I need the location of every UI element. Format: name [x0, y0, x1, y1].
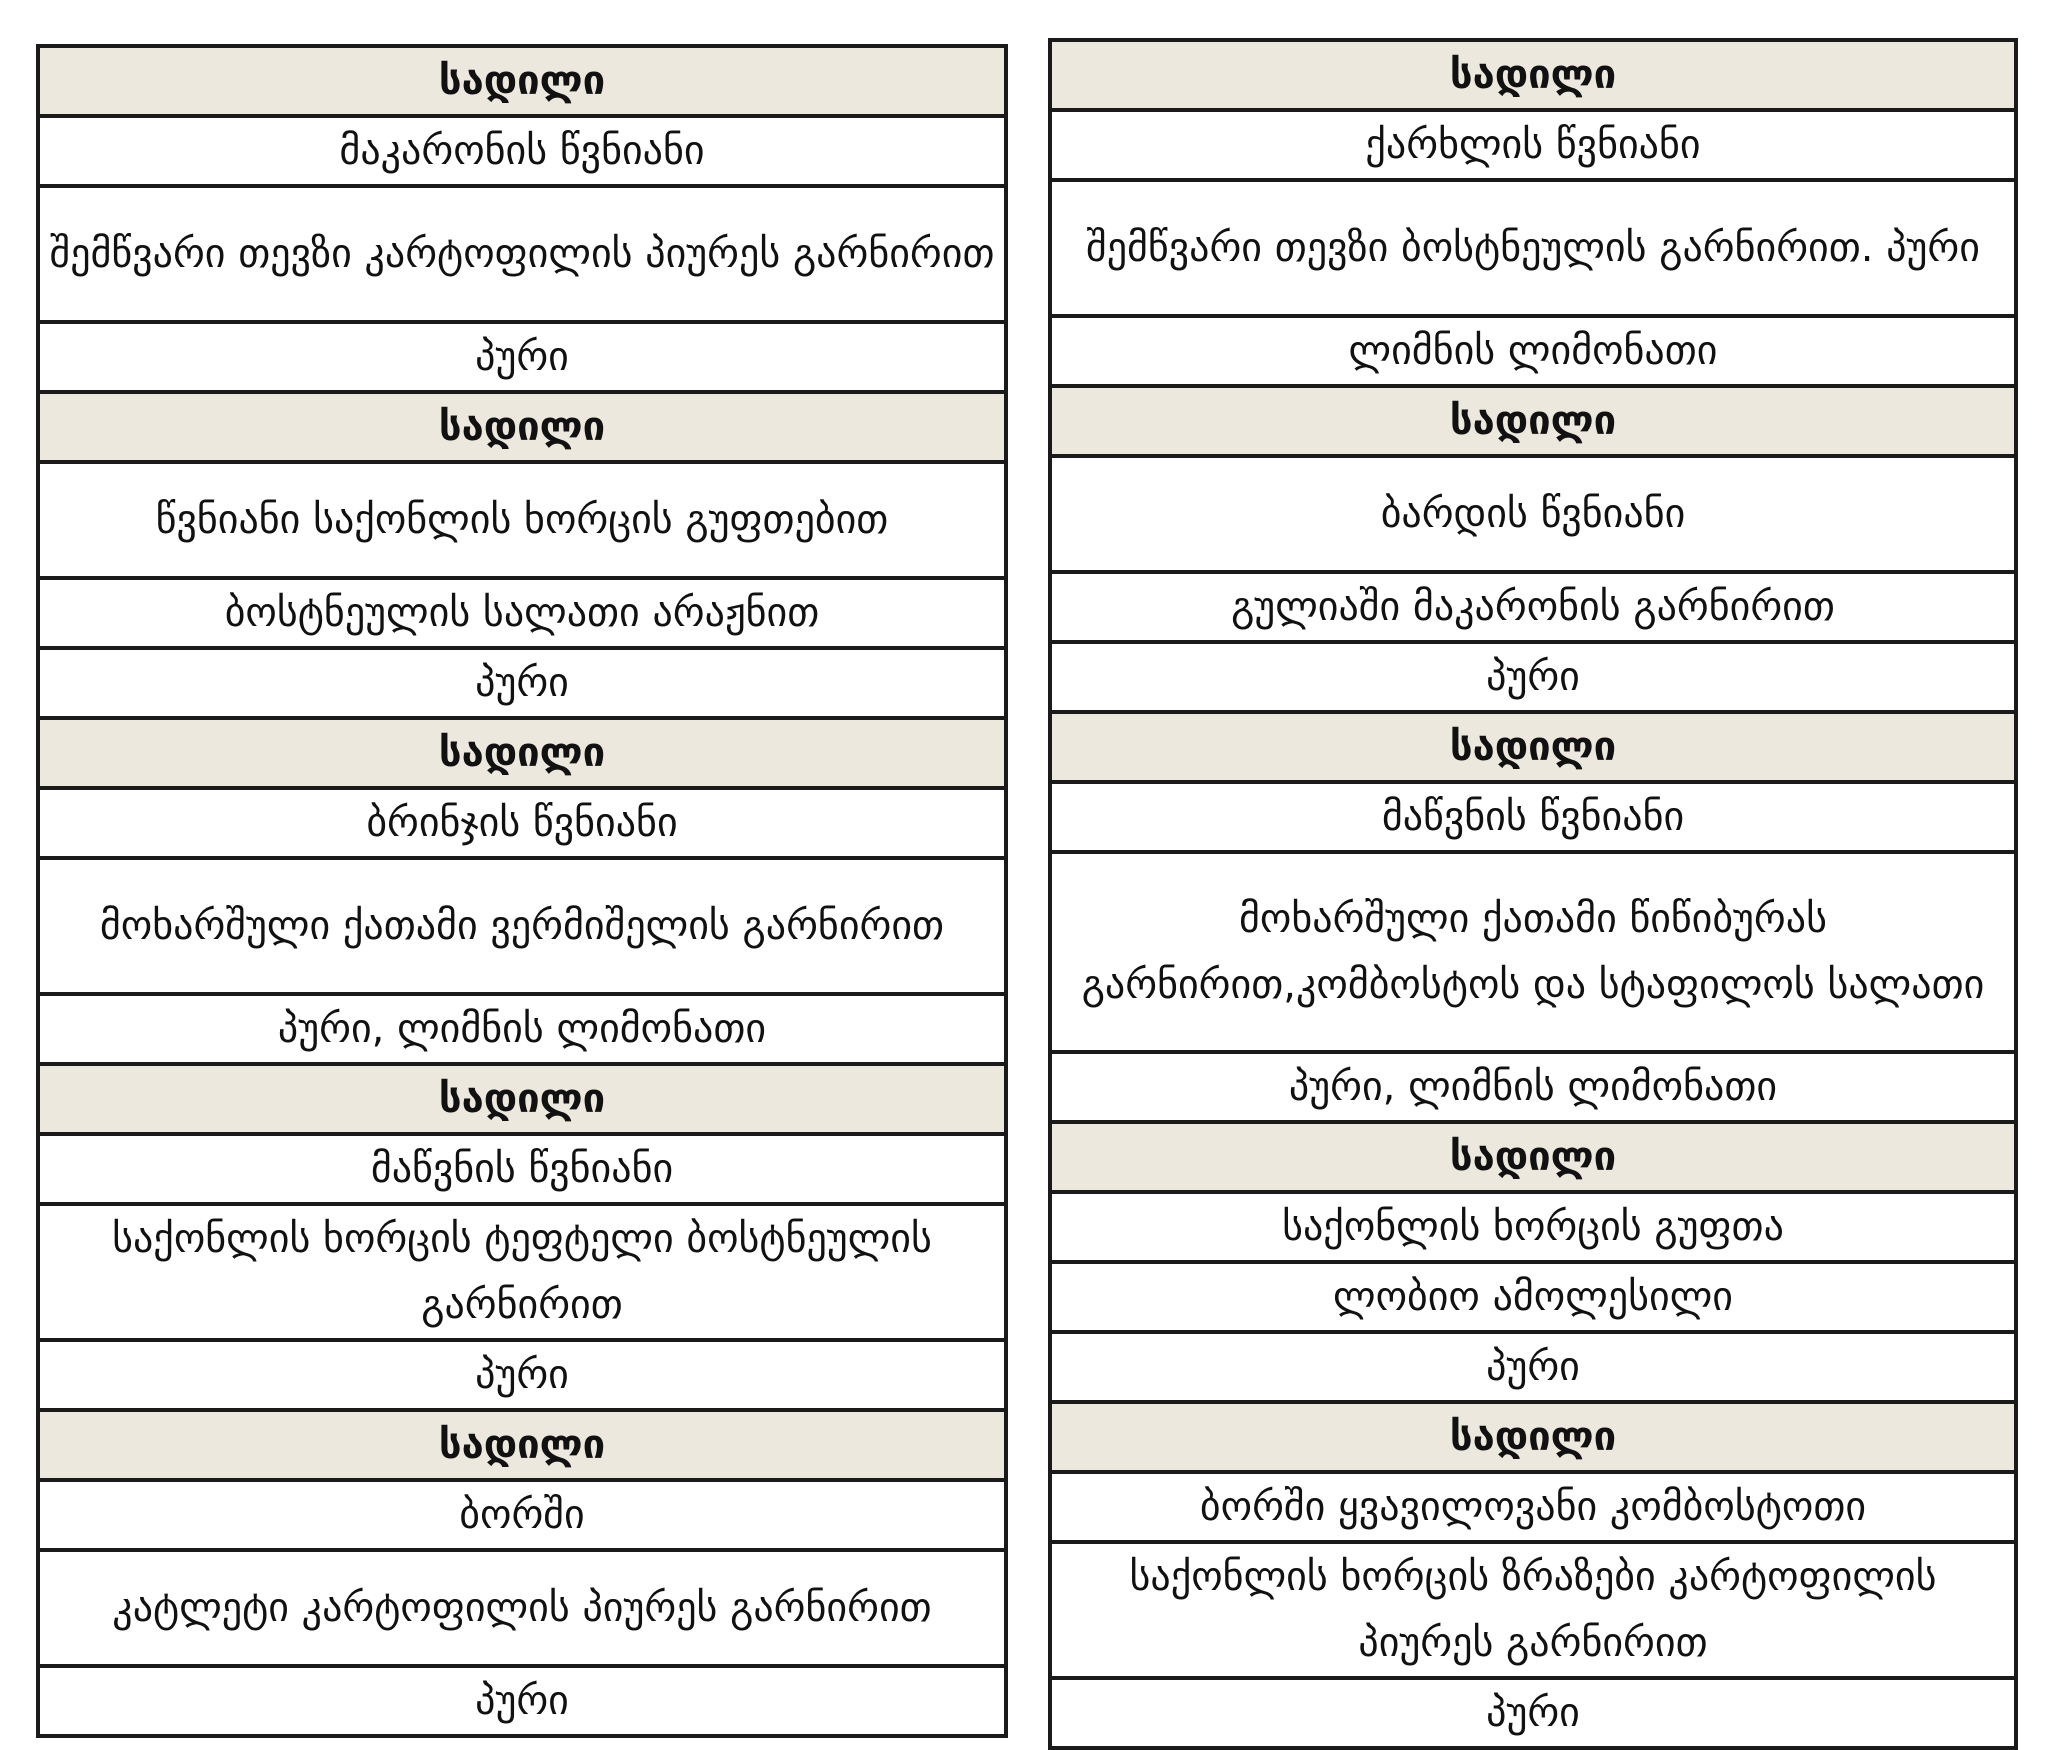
menu-item-row	[1050, 456, 2016, 572]
menu-item: საქონლის ხორცის ტეფტელი ბოსტნეულის გარნირით	[38, 1204, 1006, 1340]
menu-item-row	[38, 578, 1006, 648]
menu-item: მაწვნის წვნიანი	[38, 1134, 1006, 1204]
menu-item: მაკარონის წვნიანი	[38, 116, 1006, 186]
menu-item: მაწვნის წვნიანი	[1050, 782, 2016, 852]
menu-header-row	[38, 718, 1006, 788]
right-menu-table	[1048, 38, 2018, 1750]
menu-item: პური	[1050, 642, 2016, 712]
menu-item: მოხარშული ქათამი წიწიბურას გარნირით,კომბოსტოს და სტაფილოს სალათი	[1050, 852, 2016, 1052]
menu-item: კატლეტი კარტოფილის პიურეს გარნირით	[38, 1550, 1006, 1666]
menu-item: ლიმნის ლიმონათი	[1050, 316, 2016, 386]
menu-header-row	[1050, 712, 2016, 782]
menu-item: პური	[38, 322, 1006, 392]
menu-item-row	[38, 648, 1006, 718]
meal-header: სადილი	[1050, 1122, 2016, 1192]
menu-item: წვნიანი საქონლის ხორცის გუფთებით	[38, 462, 1006, 578]
menu-item-row	[38, 858, 1006, 994]
menu-header-row	[38, 46, 1006, 116]
meal-header: სადილი	[1050, 40, 2016, 110]
menu-item-row	[38, 322, 1006, 392]
menu-item: გულიაში მაკარონის გარნირით	[1050, 572, 2016, 642]
menu-item-row	[38, 1480, 1006, 1550]
menu-header-row	[1050, 40, 2016, 110]
menu-item: პური, ლიმნის ლიმონათი	[1050, 1052, 2016, 1122]
menu-item: ბარდის წვნიანი	[1050, 456, 2016, 572]
menu-item-row	[1050, 1192, 2016, 1262]
menu-item-row	[38, 462, 1006, 578]
menu-item: ბოსტნეულის სალათი არაჟნით	[38, 578, 1006, 648]
menu-item-row	[38, 994, 1006, 1064]
menu-item: პური	[38, 648, 1006, 718]
menu-item-row	[1050, 852, 2016, 1052]
menu-item: პური	[38, 1340, 1006, 1410]
meal-header: სადილი	[38, 1410, 1006, 1480]
menu-item-row	[1050, 110, 2016, 180]
menu-item-row	[38, 186, 1006, 322]
menu-item: შემწვარი თევზი ბოსტნეულის გარნირით. პური	[1050, 180, 2016, 316]
menu-item: ბორში ყვავილოვანი კომბოსტოთი	[1050, 1472, 2016, 1542]
left-menu-table	[36, 44, 1008, 1738]
menu-item-row	[38, 1666, 1006, 1736]
meal-header: სადილი	[38, 46, 1006, 116]
menu-item: ბრინჯის წვნიანი	[38, 788, 1006, 858]
meal-header: სადილი	[1050, 712, 2016, 782]
menu-item-row	[38, 1134, 1006, 1204]
menu-item: ლობიო ამოლესილი	[1050, 1262, 2016, 1332]
menu-item: პური, ლიმნის ლიმონათი	[38, 994, 1006, 1064]
menu-item: პური	[1050, 1678, 2016, 1748]
menu-item: შემწვარი თევზი კარტოფილის პიურეს გარნირით	[38, 186, 1006, 322]
menu-item: პური	[38, 1666, 1006, 1736]
menu-item: საქონლის ხორცის ზრაზები კარტოფილის პიურეს გარნირით	[1050, 1542, 2016, 1678]
meal-header: სადილი	[1050, 1402, 2016, 1472]
menu-item-row	[1050, 1678, 2016, 1748]
meal-header: სადილი	[1050, 386, 2016, 456]
menu-item-row	[38, 1340, 1006, 1410]
menu-header-row	[1050, 1122, 2016, 1192]
menu-item-row	[38, 116, 1006, 186]
menu-item-row	[1050, 642, 2016, 712]
menu-item: მოხარშული ქათამი ვერმიშელის გარნირით	[38, 858, 1006, 994]
menu-item-row	[38, 1204, 1006, 1340]
meal-header: სადილი	[38, 1064, 1006, 1134]
menu-item-row	[1050, 180, 2016, 316]
menu-item-row	[1050, 1262, 2016, 1332]
menu-item-row	[1050, 572, 2016, 642]
menu-item-row	[1050, 1472, 2016, 1542]
meal-header: სადილი	[38, 392, 1006, 462]
menu-item: ბორში	[38, 1480, 1006, 1550]
menu-header-row	[1050, 1402, 2016, 1472]
meal-header: სადილი	[38, 718, 1006, 788]
menu-item-row	[1050, 316, 2016, 386]
menu-item-row	[38, 1550, 1006, 1666]
menu-item-row	[1050, 1542, 2016, 1678]
menu-item: პური	[1050, 1332, 2016, 1402]
menu-item-row	[1050, 1332, 2016, 1402]
menu-item: ქარხლის წვნიანი	[1050, 110, 2016, 180]
menu-item: საქონლის ხორცის გუფთა	[1050, 1192, 2016, 1262]
menu-header-row	[38, 392, 1006, 462]
menu-item-row	[1050, 1052, 2016, 1122]
menu-header-row	[38, 1064, 1006, 1134]
menu-item-row	[1050, 782, 2016, 852]
menu-header-row	[1050, 386, 2016, 456]
menu-item-row	[38, 788, 1006, 858]
menu-header-row	[38, 1410, 1006, 1480]
